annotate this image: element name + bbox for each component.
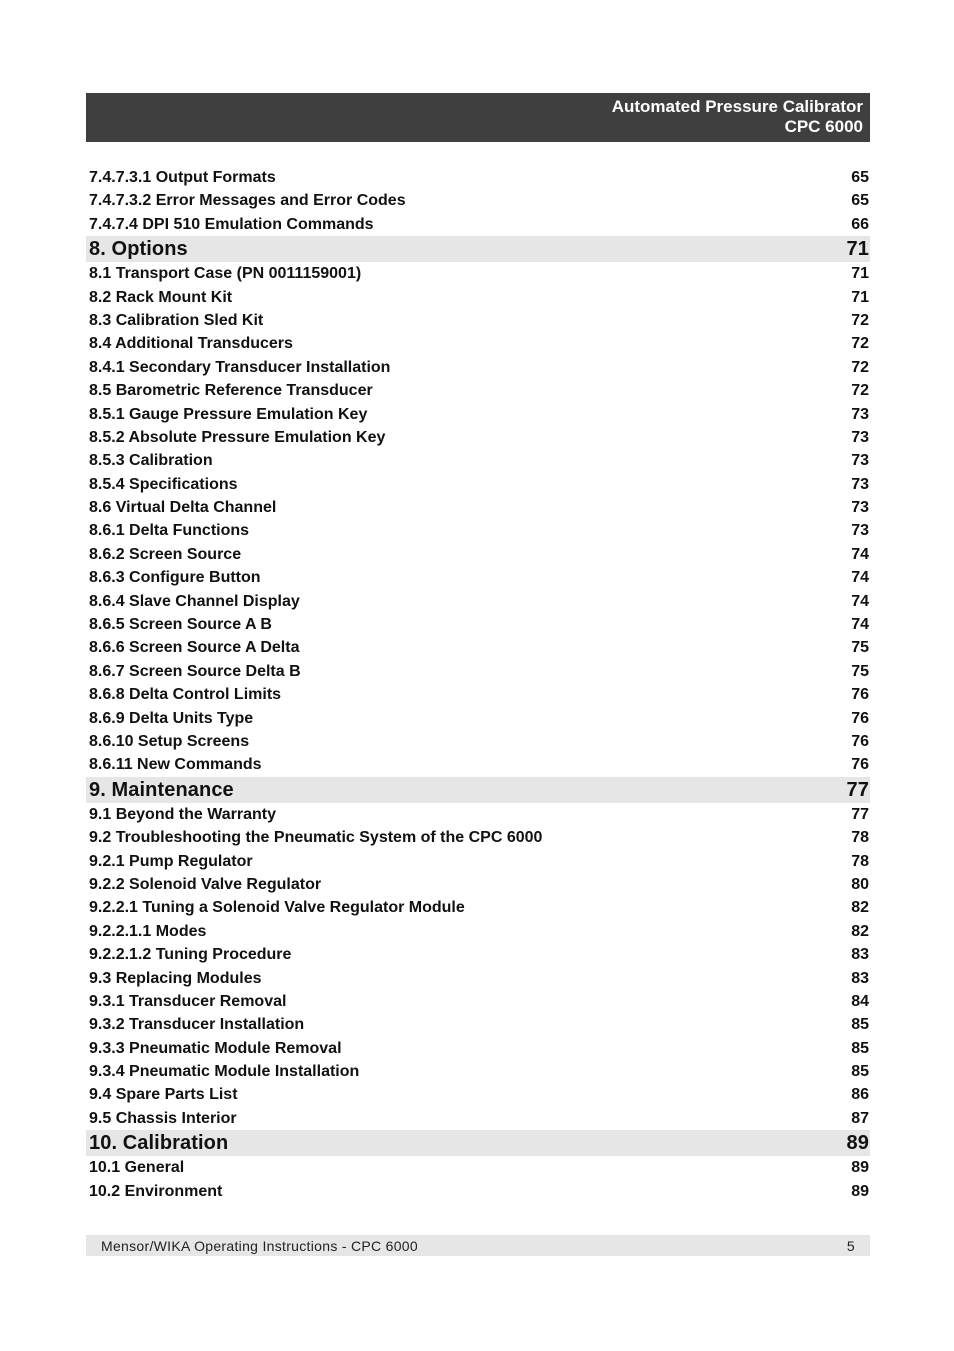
toc-entry-row[interactable]: [86, 683, 870, 706]
toc-page-number: 73: [851, 452, 869, 470]
toc-entry-label: 8.5.4 Specifications: [89, 475, 238, 493]
toc-entry-row[interactable]: [86, 189, 870, 212]
toc-entry-row[interactable]: [86, 286, 870, 309]
toc-entry-label: 9.3.2 Transducer Installation: [89, 1016, 305, 1034]
toc-entry-row[interactable]: [86, 707, 870, 730]
toc-entry-label: 9.1 Beyond the Warranty: [89, 805, 277, 823]
toc-entry-row[interactable]: [86, 753, 870, 776]
toc-entry-label: 8.5.1 Gauge Pressure Emulation Key: [89, 405, 368, 423]
toc-entry-label: 9.3.1 Transducer Removal: [89, 992, 287, 1010]
toc-entry-label: 8.6.3 Configure Button: [89, 569, 261, 587]
toc-entry-row[interactable]: [86, 1060, 870, 1083]
header-model: CPC 6000: [784, 117, 863, 136]
toc-page-number: 85: [851, 1039, 869, 1057]
toc-entry-label: 9.2.2.1 Tuning a Solenoid Valve Regulator Module: [89, 899, 465, 917]
toc-entry-row[interactable]: [86, 803, 870, 826]
toc-page-number: 76: [851, 686, 869, 704]
toc-page-number: 65: [851, 169, 869, 186]
toc-entry-label: 10. Calibration: [89, 1132, 229, 1155]
toc-entry-label: 8.6.1 Delta Functions: [89, 522, 250, 540]
toc-entry-row[interactable]: [86, 896, 870, 919]
toc-entry-label: 8.1 Transport Case (PN 0011159001): [89, 265, 362, 283]
toc-page-number: 78: [851, 829, 869, 847]
toc-entry-label: 8.3 Calibration Sled Kit: [89, 311, 264, 329]
toc-page-number: 74: [851, 569, 869, 587]
toc-entry-label: 8.2 Rack Mount Kit: [89, 288, 233, 306]
toc-entry-label: 9.2 Troubleshooting the Pneumatic System of the CPC 6000: [89, 829, 543, 847]
toc-entry-label: 8.6.4 Slave Channel Display: [89, 592, 300, 610]
toc-page-number: 71: [851, 288, 869, 306]
toc-page-number: 82: [851, 899, 869, 917]
toc-page-number: 86: [851, 1086, 869, 1104]
footer-page-number: 5: [846, 1237, 855, 1254]
toc-entry-row[interactable]: [86, 850, 870, 873]
toc-chapter-row[interactable]: [86, 1130, 870, 1156]
toc-entry-label: 8.6.5 Screen Source A B: [89, 616, 272, 634]
toc-entry-label: 9.5 Chassis Interior: [89, 1109, 237, 1127]
toc-page-number: 74: [851, 616, 869, 634]
toc-page-number: 73: [851, 405, 869, 423]
toc-page-number: 72: [851, 311, 869, 329]
toc-entry-row[interactable]: [86, 826, 870, 849]
toc-entry-label: 10.2 Environment: [89, 1182, 223, 1200]
toc-entry-row[interactable]: [86, 379, 870, 402]
toc-page-number: 76: [851, 732, 869, 750]
toc-page-number: 89: [851, 1182, 869, 1200]
toc-entry-row[interactable]: [86, 636, 870, 659]
toc-entry-row[interactable]: [86, 1037, 870, 1060]
toc-entry-row[interactable]: [86, 426, 870, 449]
toc-entry-row[interactable]: [86, 1180, 870, 1203]
page-footer: [86, 1235, 870, 1256]
toc-page-number: 85: [851, 1063, 869, 1081]
toc-entry-row[interactable]: [86, 1013, 870, 1036]
toc-page-number: 75: [851, 662, 869, 680]
toc-entry-row[interactable]: [86, 590, 870, 613]
toc-entry-row[interactable]: [86, 566, 870, 589]
toc-page-number: 84: [851, 992, 869, 1010]
toc-page-number: 78: [851, 852, 869, 870]
toc-chapter-row[interactable]: [86, 236, 870, 262]
toc-entry-label: 8.6.9 Delta Units Type: [89, 709, 254, 727]
toc-entry-row[interactable]: [86, 1083, 870, 1106]
toc-entry-row[interactable]: [86, 1156, 870, 1179]
toc-entry-row[interactable]: [86, 473, 870, 496]
toc-page-number: 73: [851, 499, 869, 517]
toc-page-number: 83: [851, 946, 869, 964]
toc-page-number: 89: [851, 1159, 869, 1177]
toc-page-number: 76: [851, 709, 869, 727]
toc-entry-row[interactable]: [86, 967, 870, 990]
toc-entry-row[interactable]: [86, 543, 870, 566]
toc-page-number: 80: [851, 875, 869, 893]
toc-entry-row[interactable]: [86, 356, 870, 379]
toc-entry-row[interactable]: [86, 403, 870, 426]
toc-entry-label: 8.5.2 Absolute Pressure Emulation Key: [89, 428, 386, 446]
toc-page-number: 72: [851, 335, 869, 353]
toc-entry-label: 8.6.8 Delta Control Limits: [89, 686, 282, 704]
toc-entry-row[interactable]: [86, 990, 870, 1013]
toc-chapter-row[interactable]: [86, 777, 870, 803]
toc-entry-row[interactable]: [86, 1107, 870, 1130]
page-header: [86, 93, 870, 142]
toc-entry-row[interactable]: [86, 309, 870, 332]
toc-entry-label: 7.4.7.4 DPI 510 Emulation Commands: [89, 215, 374, 233]
toc-entry-label: 8.6.11 New Commands: [89, 756, 262, 774]
toc-page-number: 72: [851, 358, 869, 376]
toc-entry-label: 9.2.2.1.2 Tuning Procedure: [89, 946, 292, 964]
toc-page-number: 73: [851, 522, 869, 540]
toc-page-number: 83: [851, 969, 869, 987]
toc-entry-row[interactable]: [86, 943, 870, 966]
toc-entry-label: 10.1 General: [89, 1159, 185, 1177]
toc-entry-label: 9.3.4 Pneumatic Module Installation: [89, 1063, 360, 1081]
toc-entry-label: 9.3 Replacing Modules: [89, 969, 262, 987]
toc-page-number: 74: [851, 592, 869, 610]
toc-entry-row[interactable]: [86, 166, 870, 189]
toc-page-number: 77: [851, 805, 869, 823]
toc-entry-row[interactable]: [86, 332, 870, 355]
toc-page-number: 72: [851, 382, 869, 400]
toc-entry-row[interactable]: [86, 496, 870, 519]
toc-page-number: 87: [851, 1109, 869, 1127]
toc-entry-label: 9.4 Spare Parts List: [89, 1086, 238, 1104]
toc-entry-label: 7.4.7.3.1 Output Formats: [89, 169, 276, 186]
table-of-contents: [86, 166, 870, 1203]
toc-page-number: 71: [846, 238, 869, 261]
toc-entry-label: 9. Maintenance: [89, 778, 234, 801]
toc-page-number: 74: [851, 545, 869, 563]
toc-page-number: 73: [851, 475, 869, 493]
toc-entry-label: 9.2.1 Pump Regulator: [89, 852, 253, 870]
toc-entry-label: 9.2.2 Solenoid Valve Regulator: [89, 875, 322, 893]
toc-entry-row[interactable]: [86, 660, 870, 683]
header-title: Automated Pressure Calibrator: [611, 97, 863, 116]
toc-entry-row[interactable]: [86, 213, 870, 236]
toc-page-number: 65: [851, 192, 869, 210]
toc-entry-row[interactable]: [86, 730, 870, 753]
toc-entry-label: 7.4.7.3.2 Error Messages and Error Codes: [89, 192, 406, 210]
toc-entry-row[interactable]: [86, 262, 870, 285]
toc-entry-row[interactable]: [86, 519, 870, 542]
toc-page-number: 82: [851, 922, 869, 940]
footer-document-title: Mensor/WIKA Operating Instructions - CPC 6000: [101, 1237, 418, 1254]
toc-page-number: 76: [851, 756, 869, 774]
toc-entry-label: 8.6 Virtual Delta Channel: [89, 499, 277, 517]
toc-page-number: 73: [851, 428, 869, 446]
toc-entry-label: 9.2.2.1.1 Modes: [89, 922, 207, 940]
toc-entry-label: 8.6.7 Screen Source Delta B: [89, 662, 301, 680]
toc-page-number: 89: [846, 1132, 869, 1155]
toc-entry-label: 8.5.3 Calibration: [89, 452, 213, 470]
toc-page-number: 66: [851, 215, 869, 233]
toc-entry-label: 8.4.1 Secondary Transducer Installation: [89, 358, 391, 376]
toc-page-number: 71: [851, 265, 869, 283]
toc-entry-row[interactable]: [86, 920, 870, 943]
toc-entry-label: 8.5 Barometric Reference Transducer: [89, 382, 373, 400]
toc-entry-row[interactable]: [86, 613, 870, 636]
toc-page-number: 75: [851, 639, 869, 657]
toc-entry-label: 8.6.2 Screen Source: [89, 545, 242, 563]
toc-entry-label: 8. Options: [89, 238, 188, 261]
toc-entry-label: 8.4 Additional Transducers: [89, 335, 293, 353]
toc-page-number: 85: [851, 1016, 869, 1034]
toc-entry-label: 8.6.10 Setup Screens: [89, 732, 250, 750]
toc-entry-row[interactable]: [86, 449, 870, 472]
toc-page-number: 77: [846, 778, 869, 801]
toc-entry-label: 9.3.3 Pneumatic Module Removal: [89, 1039, 342, 1057]
toc-entry-row[interactable]: [86, 873, 870, 896]
toc-entry-label: 8.6.6 Screen Source A Delta: [89, 639, 300, 657]
